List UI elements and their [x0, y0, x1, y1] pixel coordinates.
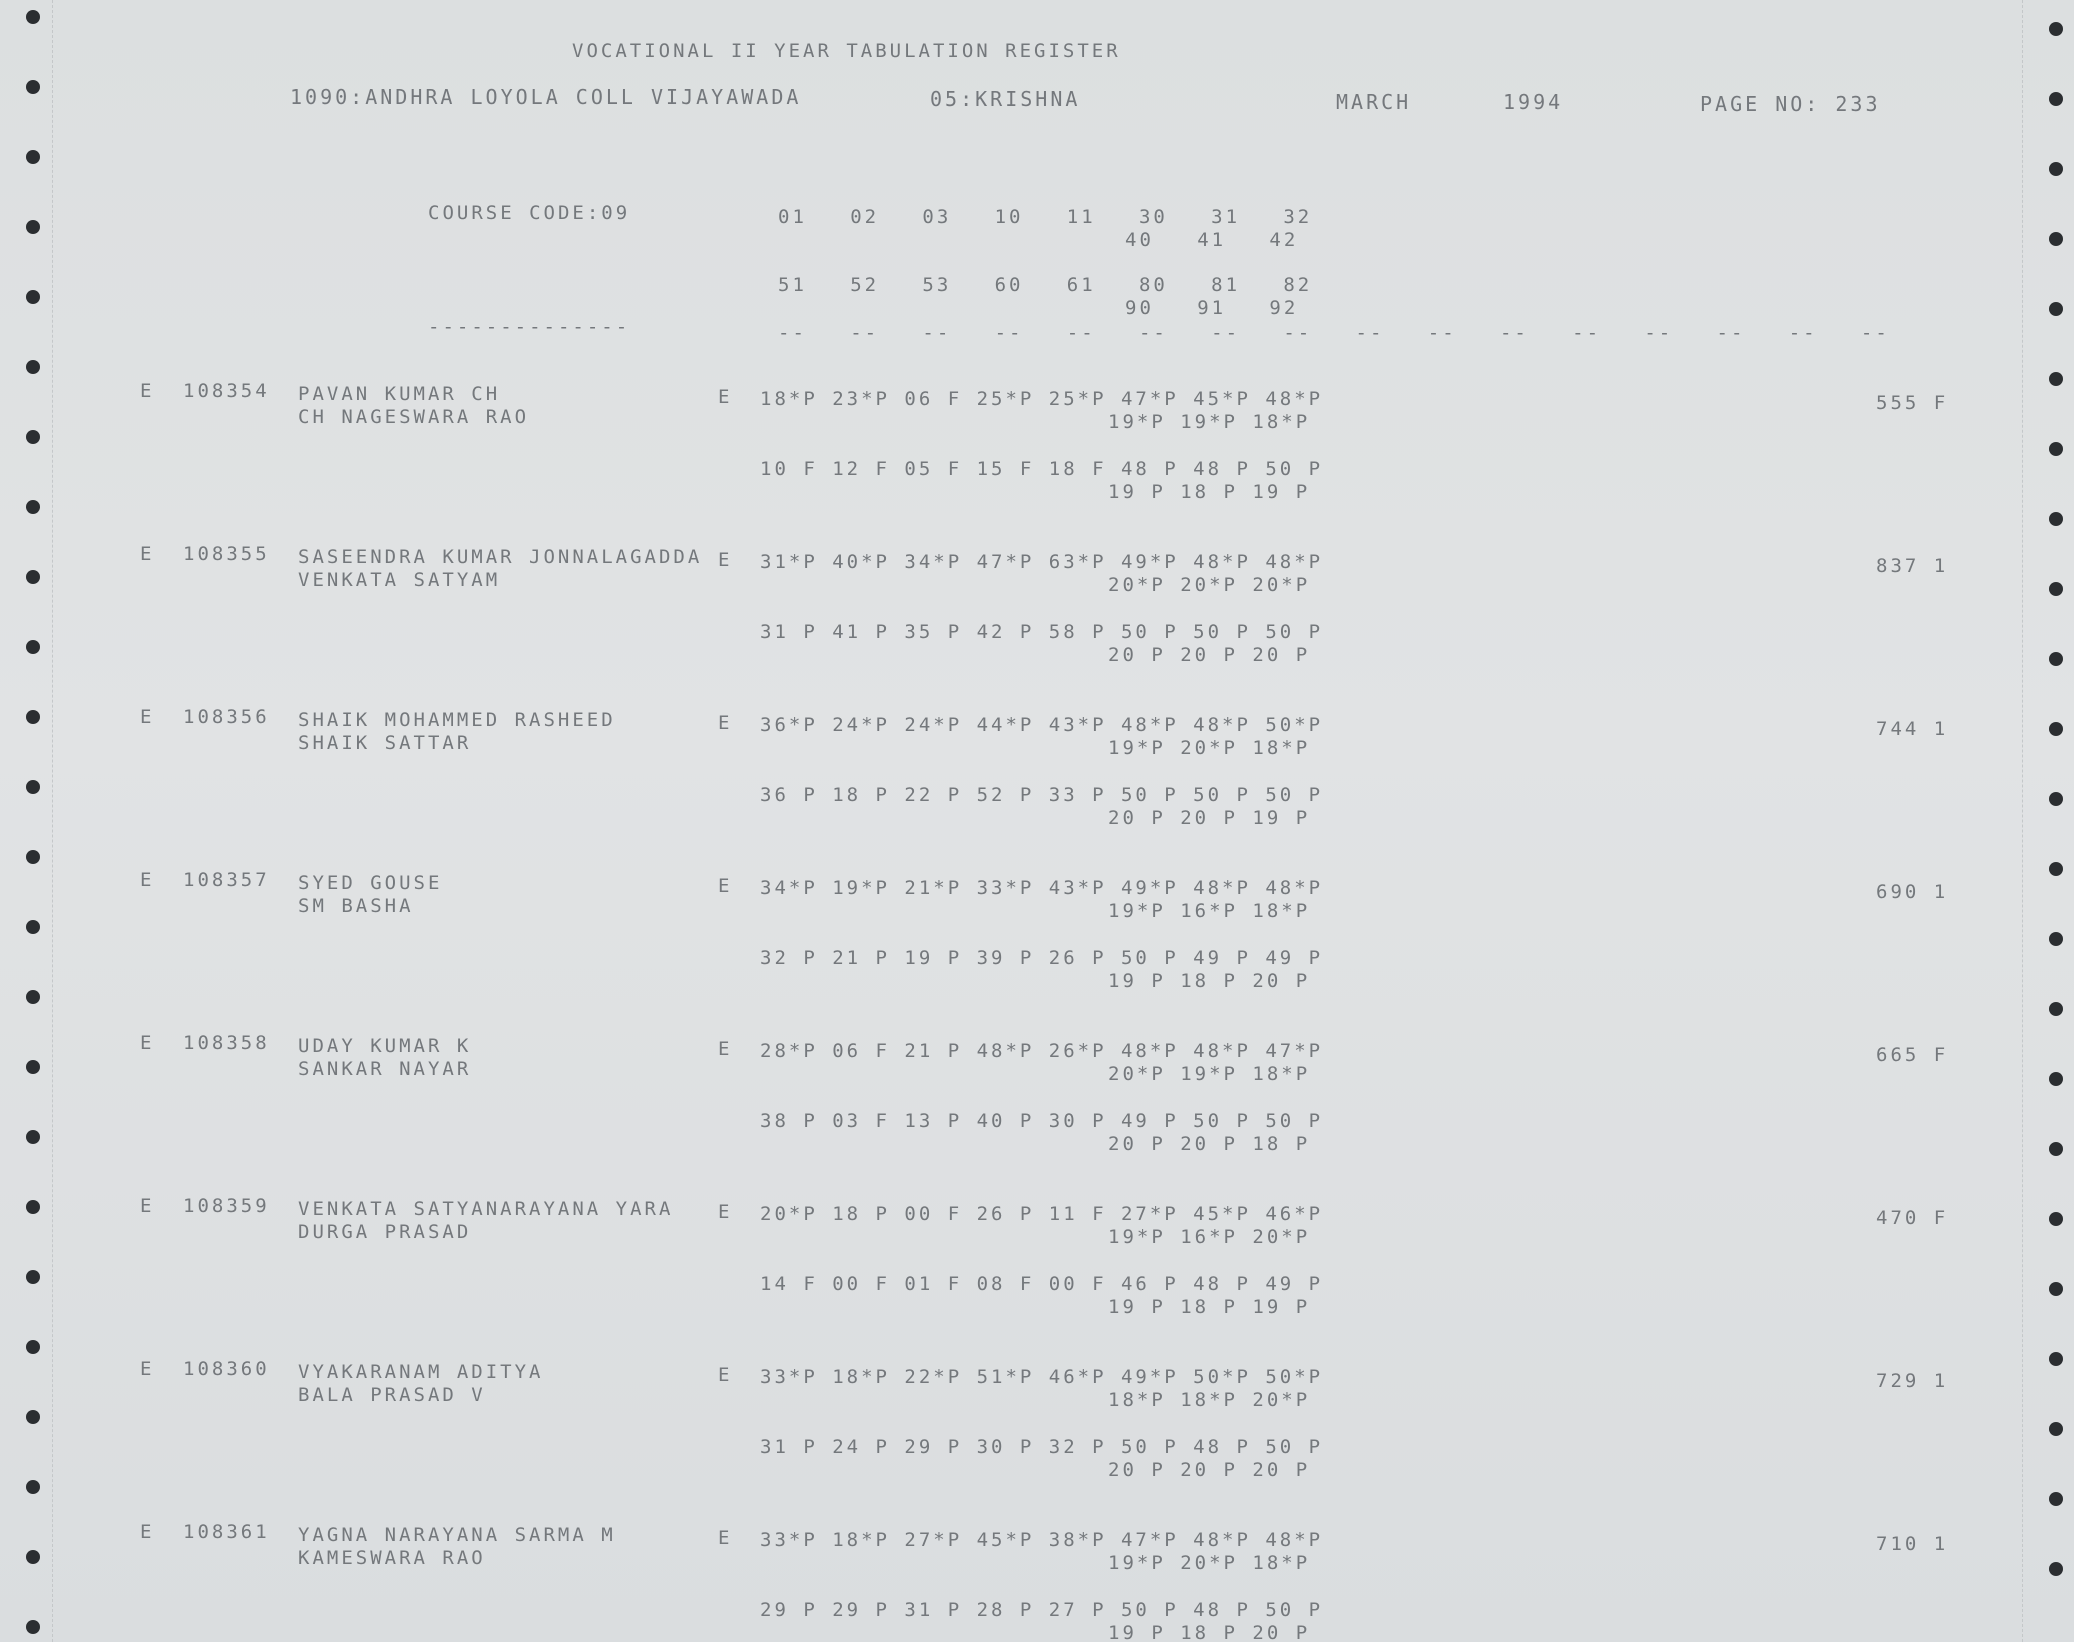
- feed-hole: [26, 150, 40, 164]
- feed-hole: [2049, 22, 2063, 36]
- subject-codes-row1b: 40 41 42: [1125, 229, 1299, 251]
- marks-row1b: 18*P 18*P 20*P: [1108, 1389, 1311, 1411]
- marks-row1: 28*P 06 F 21 P 48*P 26*P 48*P 48*P 47*P: [760, 1040, 1324, 1062]
- record-flag: E: [140, 1358, 155, 1380]
- feed-hole: [2049, 1562, 2063, 1576]
- marks-row2b: 20 P 20 P 19 P: [1108, 807, 1311, 829]
- record-flag: E: [140, 706, 155, 728]
- student-id: 108360: [183, 1358, 270, 1380]
- marks-row2b: 20 P 20 P 20 P: [1108, 644, 1311, 666]
- feed-hole: [26, 220, 40, 234]
- student-id: 108356: [183, 706, 270, 728]
- college-name: 1090:ANDHRA LOYOLA COLL VIJAYAWADA: [290, 85, 802, 109]
- marks-row1b: 19*P 16*P 20*P: [1108, 1226, 1311, 1248]
- student-name: VYAKARANAM ADITYA: [298, 1361, 544, 1383]
- marks-row1b: 19*P 16*P 18*P: [1108, 900, 1311, 922]
- student-id: 108358: [183, 1032, 270, 1054]
- feed-hole: [2049, 1492, 2063, 1506]
- marks-row2b: 19 P 18 P 19 P: [1108, 481, 1311, 503]
- feed-hole: [2049, 1142, 2063, 1156]
- stream-code: E: [718, 712, 733, 734]
- student-id: 108361: [183, 1521, 270, 1543]
- stream-code: E: [718, 1527, 733, 1549]
- feed-hole: [26, 1550, 40, 1564]
- marks-row1: 18*P 23*P 06 F 25*P 25*P 47*P 45*P 48*P: [760, 388, 1324, 410]
- feed-hole: [26, 500, 40, 514]
- feed-hole: [26, 10, 40, 24]
- marks-row2: 31 P 41 P 35 P 42 P 58 P 50 P 50 P 50 P: [760, 621, 1324, 643]
- result-total: 744 1: [1876, 718, 1949, 740]
- father-name: KAMESWARA RAO: [298, 1547, 486, 1569]
- feed-hole: [2049, 372, 2063, 386]
- stream-code: E: [718, 549, 733, 571]
- student-name: SASEENDRA KUMAR JONNALAGADDA: [298, 546, 703, 568]
- marks-row2: 36 P 18 P 22 P 52 P 33 P 50 P 50 P 50 P: [760, 784, 1324, 806]
- student-name: UDAY KUMAR K: [298, 1035, 472, 1057]
- feed-hole: [26, 990, 40, 1004]
- feed-hole: [26, 80, 40, 94]
- feed-hole: [2049, 1002, 2063, 1016]
- feed-hole: [2049, 1212, 2063, 1226]
- feed-hole: [26, 1620, 40, 1634]
- subject-codes-row1: 01 02 03 10 11 30 31 32: [778, 206, 1313, 228]
- father-name: CH NAGESWARA RAO: [298, 406, 530, 428]
- father-name: DURGA PRASAD: [298, 1221, 472, 1243]
- feed-hole: [26, 360, 40, 374]
- marks-row1: 31*P 40*P 34*P 47*P 63*P 49*P 48*P 48*P: [760, 551, 1324, 573]
- result-total: 555 F: [1876, 392, 1949, 414]
- feed-hole: [2049, 92, 2063, 106]
- result-total: 710 1: [1876, 1533, 1949, 1555]
- student-name: VENKATA SATYANARAYANA YARA: [298, 1198, 674, 1220]
- father-name: BALA PRASAD V: [298, 1384, 486, 1406]
- result-total: 690 1: [1876, 881, 1949, 903]
- feed-hole: [26, 640, 40, 654]
- stream-code: E: [718, 875, 733, 897]
- marks-row1: 20*P 18 P 00 F 26 P 11 F 27*P 45*P 46*P: [760, 1203, 1324, 1225]
- marks-row1: 36*P 24*P 24*P 44*P 43*P 48*P 48*P 50*P: [760, 714, 1324, 736]
- result-total: 837 1: [1876, 555, 1949, 577]
- marks-row2: 14 F 00 F 01 F 08 F 00 F 46 P 48 P 49 P: [760, 1273, 1324, 1295]
- student-id: 108355: [183, 543, 270, 565]
- marks-row2b: 20 P 20 P 18 P: [1108, 1133, 1311, 1155]
- record-flag: E: [140, 1032, 155, 1054]
- subject-codes-row2b: 90 91 92: [1125, 297, 1299, 319]
- subject-codes-row2: 51 52 53 60 61 80 81 82: [778, 274, 1313, 296]
- result-total: 665 F: [1876, 1044, 1949, 1066]
- exam-month: MARCH: [1336, 90, 1412, 114]
- record-flag: E: [140, 1521, 155, 1543]
- feed-hole: [26, 710, 40, 724]
- course-underline: --------------: [428, 316, 631, 338]
- feed-hole: [26, 1270, 40, 1284]
- result-total: 729 1: [1876, 1370, 1949, 1392]
- student-name: SYED GOUSE: [298, 872, 443, 894]
- feed-hole: [26, 290, 40, 304]
- feed-hole: [2049, 1352, 2063, 1366]
- marks-row2: 10 F 12 F 05 F 15 F 18 F 48 P 48 P 50 P: [760, 458, 1324, 480]
- student-name: SHAIK MOHAMMED RASHEED: [298, 709, 616, 731]
- feed-hole: [26, 780, 40, 794]
- feed-hole: [26, 1130, 40, 1144]
- marks-row2: 38 P 03 F 13 P 40 P 30 P 49 P 50 P 50 P: [760, 1110, 1324, 1132]
- student-name: PAVAN KUMAR CH: [298, 383, 501, 405]
- feed-hole: [2049, 652, 2063, 666]
- father-name: SM BASHA: [298, 895, 414, 917]
- feed-hole: [2049, 792, 2063, 806]
- marks-row2: 32 P 21 P 19 P 39 P 26 P 50 P 49 P 49 P: [760, 947, 1324, 969]
- marks-row2: 31 P 24 P 29 P 30 P 32 P 50 P 48 P 50 P: [760, 1436, 1324, 1458]
- column-dashes: -- -- -- -- -- -- -- -- -- -- -- -- -- -- -- --: [778, 322, 1890, 344]
- father-name: SHAIK SATTAR: [298, 732, 472, 754]
- feed-hole: [26, 920, 40, 934]
- marks-row2b: 20 P 20 P 20 P: [1108, 1459, 1311, 1481]
- feed-hole: [26, 570, 40, 584]
- marks-row1: 34*P 19*P 21*P 33*P 43*P 49*P 48*P 48*P: [760, 877, 1324, 899]
- register-title: VOCATIONAL II YEAR TABULATION REGISTER: [572, 40, 1121, 62]
- father-name: VENKATA SATYAM: [298, 569, 501, 591]
- feed-hole: [26, 430, 40, 444]
- student-id: 108354: [183, 380, 270, 402]
- feed-hole: [26, 1340, 40, 1354]
- feed-hole: [2049, 162, 2063, 176]
- stream-code: E: [718, 386, 733, 408]
- perforation-right: [2022, 0, 2023, 1642]
- feed-hole: [2049, 232, 2063, 246]
- record-flag: E: [140, 543, 155, 565]
- record-flag: E: [140, 380, 155, 402]
- student-id: 108359: [183, 1195, 270, 1217]
- exam-year: 1994: [1503, 90, 1564, 114]
- record-flag: E: [140, 869, 155, 891]
- feed-hole: [2049, 932, 2063, 946]
- marks-row2b: 19 P 18 P 19 P: [1108, 1296, 1311, 1318]
- marks-row1: 33*P 18*P 27*P 45*P 38*P 47*P 48*P 48*P: [760, 1529, 1324, 1551]
- feed-hole: [2049, 582, 2063, 596]
- stream-code: E: [718, 1038, 733, 1060]
- stream-code: E: [718, 1201, 733, 1223]
- marks-row1b: 20*P 19*P 18*P: [1108, 1063, 1311, 1085]
- result-total: 470 F: [1876, 1207, 1949, 1229]
- marks-row1b: 19*P 19*P 18*P: [1108, 411, 1311, 433]
- feed-hole: [2049, 1282, 2063, 1296]
- feed-hole: [2049, 512, 2063, 526]
- feed-hole: [2049, 862, 2063, 876]
- perforation-left: [52, 0, 53, 1642]
- feed-hole: [2049, 302, 2063, 316]
- student-name: YAGNA NARAYANA SARMA M: [298, 1524, 616, 1546]
- feed-hole: [26, 1480, 40, 1494]
- marks-row1b: 19*P 20*P 18*P: [1108, 1552, 1311, 1574]
- course-code-label: COURSE CODE:09: [428, 202, 631, 224]
- marks-row2b: 19 P 18 P 20 P: [1108, 1622, 1311, 1642]
- stream-code: E: [718, 1364, 733, 1386]
- marks-row1: 33*P 18*P 22*P 51*P 46*P 49*P 50*P 50*P: [760, 1366, 1324, 1388]
- marks-row1b: 20*P 20*P 20*P: [1108, 574, 1311, 596]
- page-number: PAGE NO: 233: [1700, 92, 1881, 116]
- feed-hole: [2049, 442, 2063, 456]
- marks-row2b: 19 P 18 P 20 P: [1108, 970, 1311, 992]
- feed-hole: [26, 1060, 40, 1074]
- feed-hole: [2049, 1422, 2063, 1436]
- district-name: 05:KRISHNA: [930, 87, 1081, 111]
- feed-hole: [26, 850, 40, 864]
- student-id: 108357: [183, 869, 270, 891]
- marks-row1b: 19*P 20*P 18*P: [1108, 737, 1311, 759]
- record-flag: E: [140, 1195, 155, 1217]
- feed-hole: [26, 1200, 40, 1214]
- feed-hole: [2049, 1072, 2063, 1086]
- feed-hole: [26, 1410, 40, 1424]
- father-name: SANKAR NAYAR: [298, 1058, 472, 1080]
- feed-hole: [2049, 722, 2063, 736]
- marks-row2: 29 P 29 P 31 P 28 P 27 P 50 P 48 P 50 P: [760, 1599, 1324, 1621]
